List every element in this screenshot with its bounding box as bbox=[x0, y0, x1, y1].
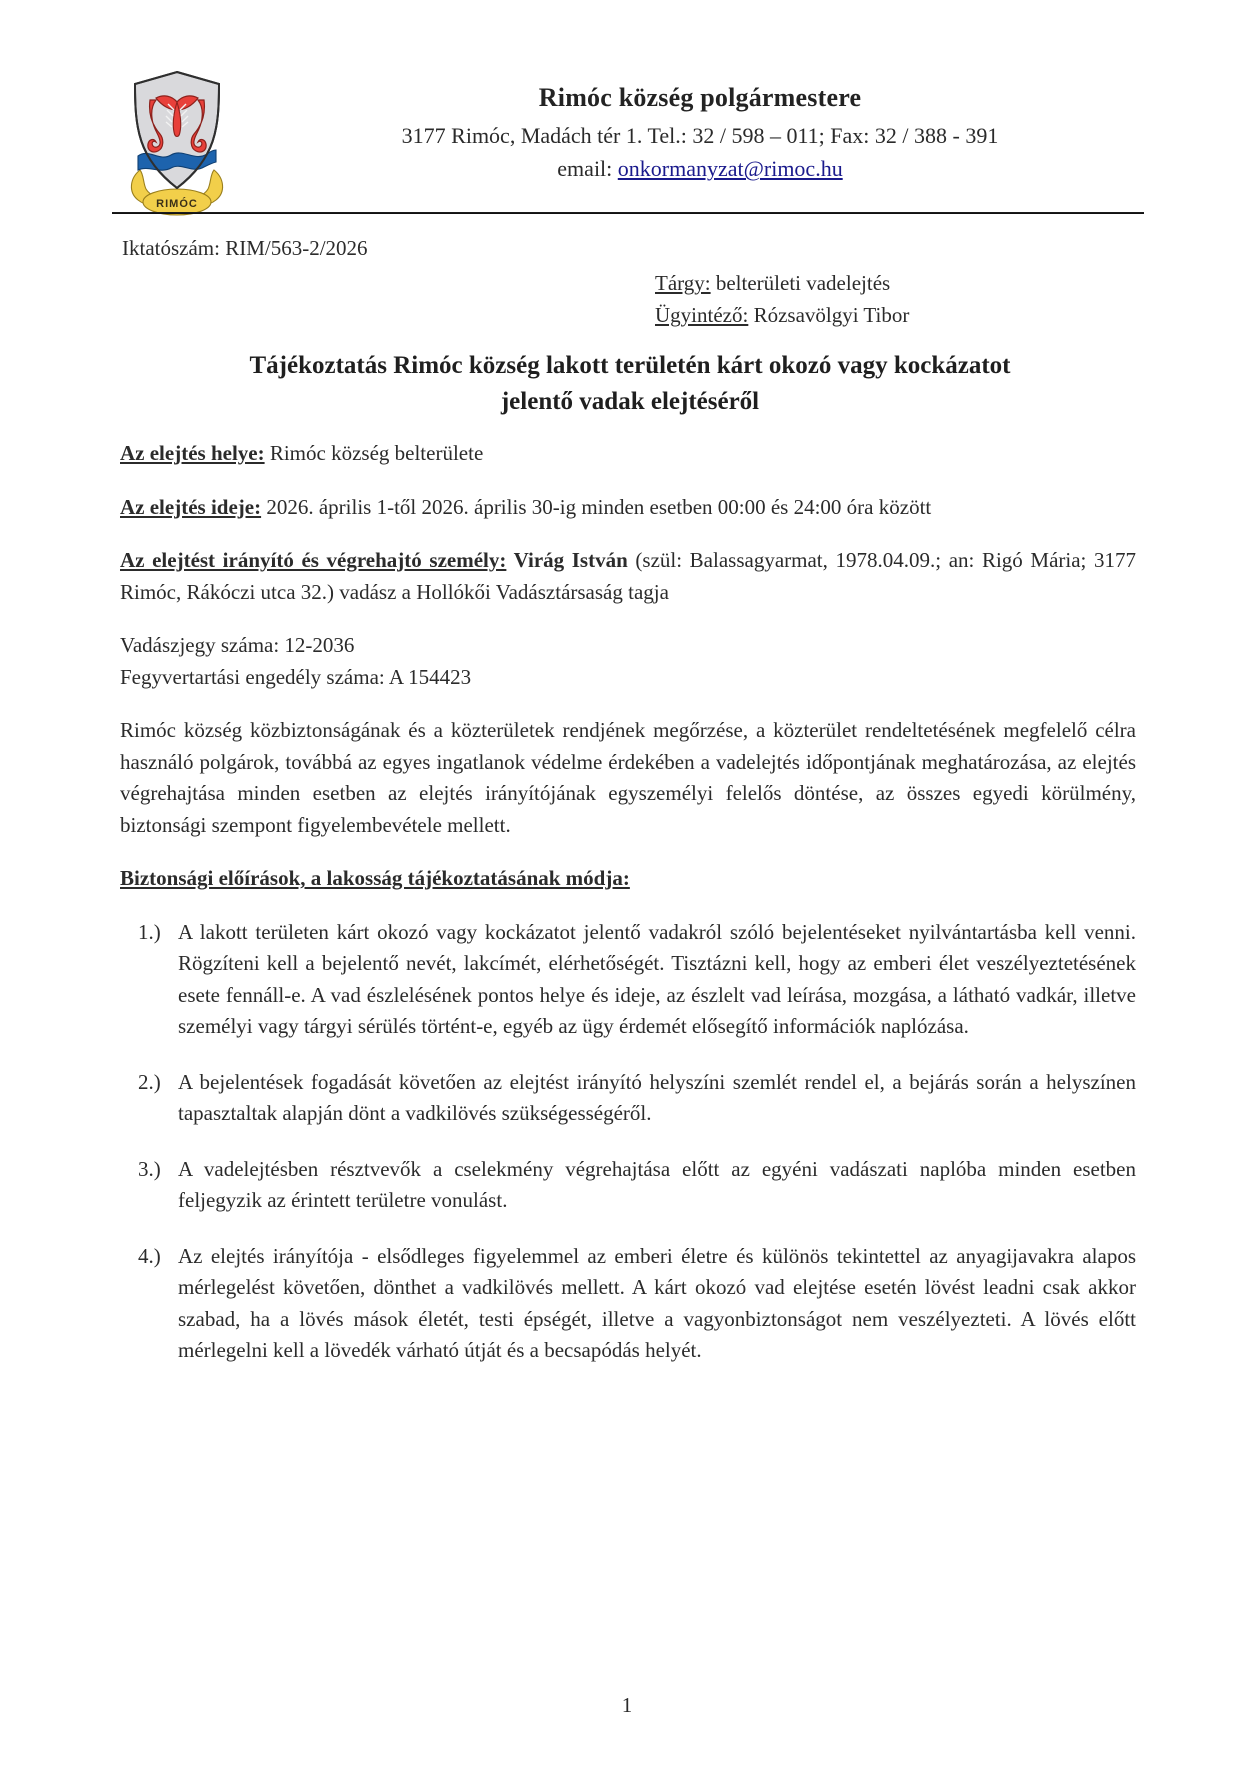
subject-label: Tárgy: bbox=[655, 271, 711, 295]
svg-text:RIMÓC: RIMÓC bbox=[156, 198, 198, 210]
email-label: email: bbox=[557, 156, 613, 182]
list-item-number: 2.) bbox=[138, 1069, 161, 1094]
list-item-text: A lakott területen kárt okozó vagy kockázatot jelentő vadakról szóló bejelentéseket nyilvántartásba kell venni. Rögzíteni kell a bejelentő nevét, lakcímét, elérhetőségét. Tisztázni kell, hogy az emberi élet veszélyeztetésének esete fennáll-e. A vad észlelésének pontos helye és ideje, az észlelt vad leírása, mozgása, a látható vadkár, illetve személyi vagy tárgyi sérülés történt-e, egyéb az ügy érdemét elősegítő információk naplózása. bbox=[178, 919, 1136, 1038]
list-item bbox=[120, 1154, 1136, 1217]
subject-line bbox=[655, 268, 909, 300]
responsible-person-name: Virág István bbox=[506, 548, 628, 572]
header-divider bbox=[112, 212, 1144, 214]
preamble-block bbox=[120, 715, 1136, 841]
list-item-number: 1.) bbox=[138, 919, 161, 944]
responsible-person-details: (szül: Balassagyarmat, 1978.04.09.; an: Rigó Mária; 3177 Rimóc, Rákóczi utca 32.) vadász a Hollókői Vadásztársaság tagja bbox=[120, 548, 1137, 604]
safety-rules-heading: Biztonsági előírások, a lakosság tájékoztatásának módja: bbox=[120, 866, 630, 890]
safety-rules-list bbox=[120, 917, 1136, 1367]
letterhead bbox=[0, 66, 1254, 226]
hunt-time-block bbox=[120, 492, 1136, 524]
list-item-text: A bejelentések fogadását követően az elejtést irányító helyszíni szemlét rendel el, a bejárás során a helyszínen tapasztaltak alapján dönt a vadkilövés szükségességéről. bbox=[178, 1069, 1136, 1125]
document-title bbox=[140, 348, 1120, 419]
hunt-place-block bbox=[120, 438, 1136, 470]
responsible-person-label: Az elejtést irányító és végrehajtó személy: bbox=[120, 548, 507, 572]
hunt-place-label: Az elejtés helye: bbox=[120, 441, 265, 465]
hunting-licence-number: Vadászjegy száma: 12-2036 bbox=[120, 633, 355, 657]
document-body bbox=[120, 438, 1136, 1391]
organization-contact: 3177 Rimóc, Madách tér 1. Tel.: 32 / 598 – 011; Fax: 32 / 388 - 391 bbox=[401, 122, 999, 148]
subject-value: belterületi vadelejtés bbox=[710, 271, 891, 295]
rimoc-coat-of-arms-icon bbox=[122, 66, 232, 216]
list-item bbox=[120, 1241, 1136, 1367]
weapon-licence-number: Fegyvertartási engedély száma: A 154423 bbox=[120, 664, 472, 689]
letterhead-text bbox=[250, 82, 1150, 185]
safety-rules-heading-block bbox=[120, 863, 1136, 895]
list-item-text: Az elejtés irányítója - elsődleges figyelemmel az emberi életre és különös tekintettel az anyagijavakra alapos mérlegelést követően, dönthet a vadkilövés mellett. A kárt okozó vad elejtése esetén lövést leadni csak akkor szabad, ha a lövés mások életét, testi épségét, illetve a vagyonbiztonságot nem veszélyezteti. A lövés előtt mérlegelni kell a lövedék várható útját és a becsapódás helyét. bbox=[178, 1243, 1136, 1362]
subject-block bbox=[655, 268, 909, 331]
hunt-place-value: Rimóc község belterülete bbox=[264, 441, 484, 465]
list-item bbox=[120, 1067, 1136, 1130]
organization-title: Rimóc község polgármestere bbox=[538, 83, 862, 112]
case-handler-value: Rózsavölgyi Tibor bbox=[748, 302, 910, 327]
preamble-text: Rimóc község közbiztonságának és a közterületek rendjének megőrzése, a közterület rendeltetésének megfelelő célra használó polgárok, továbbá az egyes ingatlanok védelme érdekében a vadelejtés időpontjának meghatározása, az elejtés végrehajtása minden esetben az elejtés irányítójának egyszemélyi felelős döntése, az összes egyedi körülmény, biztonsági szempont figyelembevétele mellett. bbox=[120, 718, 1136, 837]
email-link[interactable]: onkormanyzat@rimoc.hu bbox=[617, 156, 843, 182]
list-item-text: A vadelejtésben résztvevők a cselekmény végrehajtása előtt az egyéni vadászati naplóba minden esetben feljegyzik az érintett területre vonulást. bbox=[178, 1156, 1136, 1212]
list-item bbox=[120, 917, 1136, 1043]
registration-number: Iktatószám: RIM/563-2/2026 bbox=[122, 236, 368, 260]
list-item-number: 3.) bbox=[138, 1156, 161, 1181]
page-number: 1 bbox=[621, 1693, 633, 1717]
document-title-line-1: Tájékoztatás Rimóc község lakott területén kárt okozó vagy kockázatot bbox=[249, 352, 1011, 379]
organization-email-line bbox=[250, 153, 1150, 185]
document-title-line-2: jelentő vadak elejtéséről bbox=[500, 387, 760, 415]
licence-block bbox=[120, 630, 1136, 693]
hunt-time-label: Az elejtés ideje: bbox=[120, 494, 262, 519]
list-item-number: 4.) bbox=[138, 1243, 161, 1268]
case-handler-label: Ügyintéző: bbox=[655, 302, 749, 327]
hunt-time-value: 2026. április 1-től 2026. április 30-ig minden esetben 00:00 és 24:00 óra között bbox=[261, 494, 932, 519]
responsible-person-block bbox=[120, 545, 1136, 608]
case-handler-line bbox=[655, 300, 909, 332]
